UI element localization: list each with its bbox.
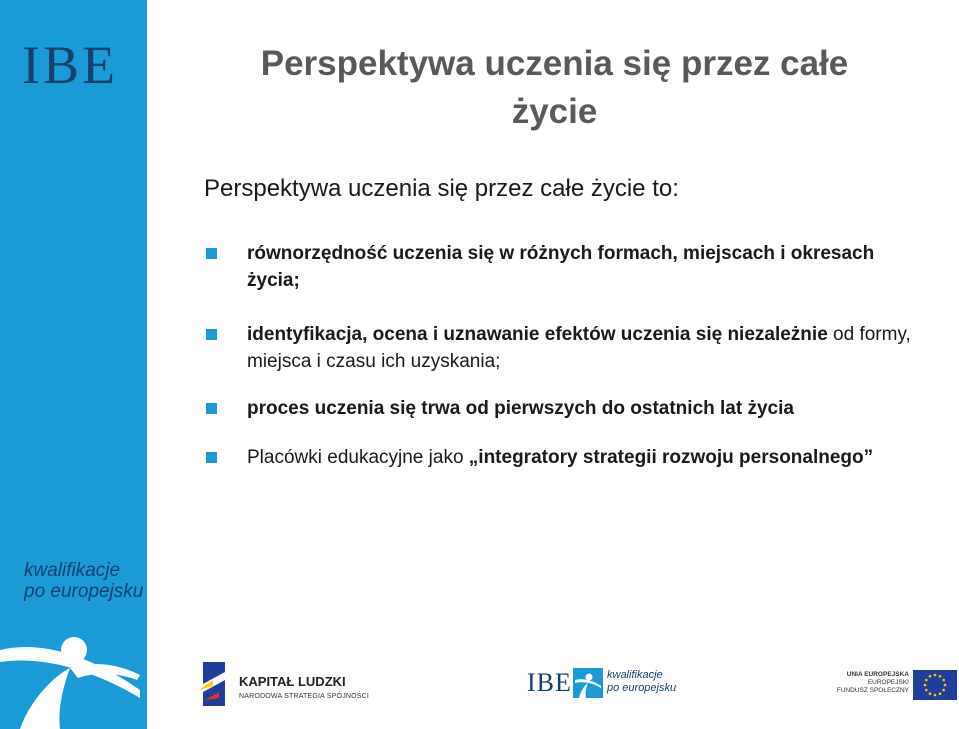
square-bullet-icon — [206, 452, 217, 463]
sidebar-tagline-line1: kwalifikacje — [24, 560, 121, 581]
bullet-list — [204, 240, 924, 498]
bullet-bold-text: identyfikacja, ocena i uznawanie efektów uczenia się niezależnie — [247, 324, 828, 345]
square-bullet-icon — [206, 248, 217, 259]
bullet-text: Placówki edukacyjne jako — [247, 447, 469, 468]
sidebar — [0, 0, 147, 729]
eu-line3: FUNDUSZ SPOŁECZNY — [836, 687, 909, 694]
bullet-text: równorzędność uczenia się w różnych formach, miejscach i okresach życia; — [247, 243, 875, 291]
eu-line1: UNIA EUROPEJSKA — [846, 671, 909, 678]
sidebar-tagline — [24, 560, 143, 602]
ibe-footer-text: IBE — [527, 668, 572, 697]
page-title-line2: życie — [511, 92, 598, 131]
eu-line2: EUROPEJSKI — [867, 679, 909, 686]
list-item — [204, 395, 924, 422]
bullet-text: od formy, miejsca i czasu ich uzyskania; — [247, 324, 911, 372]
kapital-ludzki-subtitle: NARODOWA STRATEGIA SPÓJNOŚCI — [239, 693, 370, 700]
bullet-bold-text: „integratory strategii rozwoju personalnego” — [468, 447, 874, 468]
kapital-ludzki-logo-icon — [199, 660, 233, 708]
list-item — [204, 444, 924, 471]
kapital-ludzki-title: KAPITAŁ LUDZKI — [239, 674, 346, 689]
kapital-ludzki-logo — [199, 658, 370, 710]
sidebar-tagline-line2: po europejsku — [24, 581, 144, 602]
ibe-logo: IBE — [22, 35, 118, 95]
eu-flag-icon — [913, 670, 957, 700]
page-title — [150, 40, 959, 136]
square-bullet-icon — [206, 403, 217, 414]
ibe-footer-tagline-line2: po europejsku — [607, 682, 677, 694]
person-figure-icon — [573, 668, 603, 698]
eu-logo — [836, 670, 959, 710]
footer-logos — [147, 650, 959, 729]
eu-logo-text — [837, 671, 909, 695]
bullet-text: proces uczenia się trwa od pierwszych do ostatnich lat życia — [247, 398, 794, 419]
list-item — [204, 321, 924, 375]
square-bullet-icon — [206, 329, 217, 340]
person-figure-icon — [0, 620, 147, 729]
ibe-footer-tagline — [607, 669, 676, 695]
page-title-line1: Perspektywa uczenia się przez całe — [260, 44, 849, 83]
intro-text: Perspektywa uczenia się przez całe życie to: — [204, 175, 679, 202]
list-item — [204, 240, 924, 294]
ibe-footer-tagline-line1: kwalifikacje — [607, 669, 663, 681]
